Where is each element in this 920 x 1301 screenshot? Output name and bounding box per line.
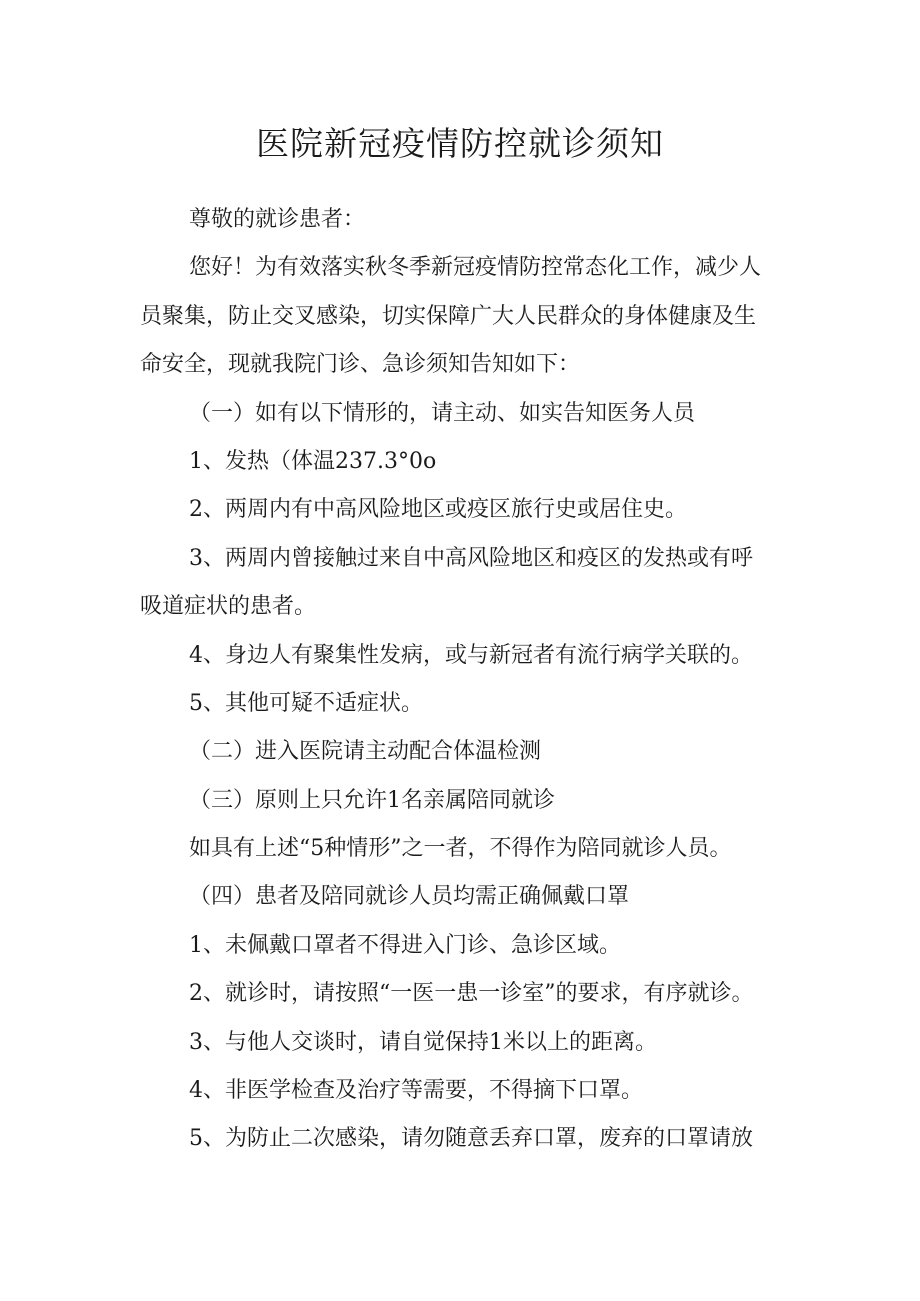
paragraph-line: 如具有上述“5种情形”之一者，不得作为陪同就诊人员。 [189,836,732,862]
list-item: 4、非医学检查及治疗等需要，不得摘下口罩。 [189,1078,643,1104]
document-body [140,196,790,1164]
list-item-continuation: 吸道症状的患者。 [140,594,317,620]
salutation: 尊敬的就诊患者： [189,207,366,232]
paragraph-line: 您好！为有效落实秋冬季新冠疫情防控常态化工作，减少人 [189,255,762,281]
list-item: 3、两周内曾接触过来自中高风险地区和疫区的发热或有呼 [189,545,753,571]
document-title: 医院新冠疫情防控就诊须知 [256,124,664,163]
list-item: 2、两周内有中高风险地区或疫区旅行史或居住史。 [189,497,687,523]
section-heading: （四）患者及陪同就诊人员均需正确佩戴口罩 [189,884,630,910]
list-item: 5、其他可疑不适症状。 [189,690,423,716]
list-item: 1、发热（体温237.3°0o [189,448,437,474]
list-item: 3、与他人交谈时，请自觉保持1米以上的距离。 [189,1029,657,1055]
list-item: 1、未佩戴口罩者不得进入门诊、急诊区域。 [189,932,621,958]
section-heading: （一）如有以下情形的，请主动、如实告知医务人员 [189,400,696,426]
list-item: 4、身边人有聚集性发病，或与新冠者有流行病学关联的。 [189,642,753,668]
section-heading: （二）进入医院请主动配合体温检测 [189,739,542,765]
list-item: 5、为防止二次感染，请勿随意丢弃口罩，废弃的口罩请放 [189,1126,753,1152]
paragraph-line: 命安全，现就我院门诊、急诊须知告知如下： [140,352,581,378]
paragraph-line: 员聚集，防止交叉感染，切实保障广大人民群众的身体健康及生 [140,303,757,329]
list-item: 2、就诊时，请按照“一医一患一诊室”的要求，有序就诊。 [189,981,754,1007]
section-heading: （三）原则上只允许1名亲属陪同就诊 [189,787,555,813]
